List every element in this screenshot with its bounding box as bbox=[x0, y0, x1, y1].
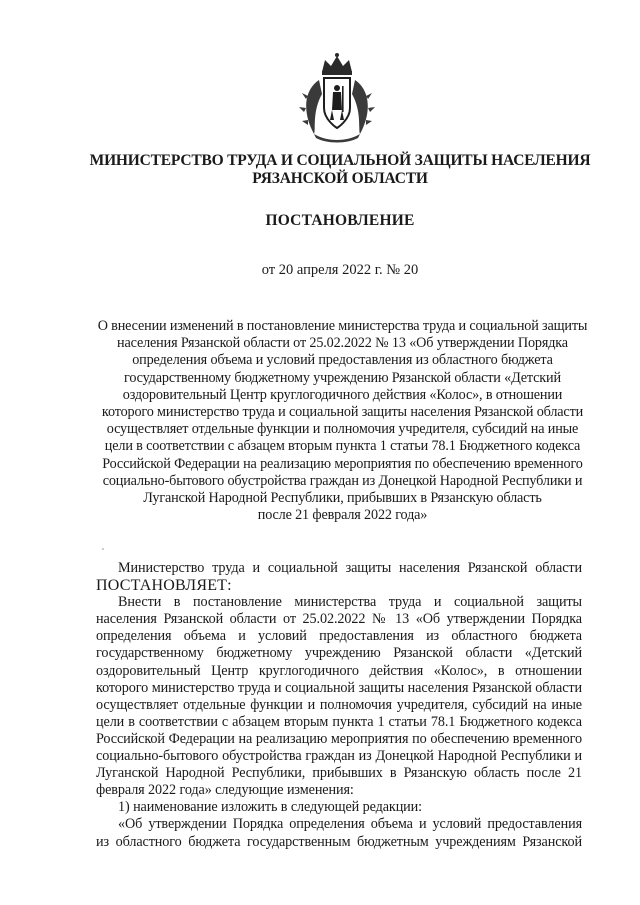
document-subject bbox=[96, 318, 589, 524]
quote-line: из областного бюджета государственным бюджетным учреждениям Рязанской bbox=[96, 833, 582, 850]
subject-line: цели в соответствии с абзацем вторым пункта 1 статьи 78.1 Бюджетного кодекса bbox=[104, 438, 581, 455]
paragraph-line: февраля 2022 года» следующие изменения: bbox=[96, 782, 354, 799]
paragraph-line: Внести в постановление министерства труда и социальной защиты bbox=[118, 594, 582, 611]
ryazan-coat-of-arms-icon bbox=[292, 50, 382, 146]
subject-line: государственному бюджетному учреждению Рязанской области «Детский bbox=[124, 369, 561, 386]
paragraph-line: Луганской Народной Республики, прибывших в Рязанскую область после 21 bbox=[96, 765, 582, 782]
document-body bbox=[96, 560, 582, 851]
ministry-title-line2: РЯЗАНСКОЙ ОБЛАСТИ bbox=[252, 170, 428, 187]
amendment-item-1: 1) наименование изложить в следующей редакции: bbox=[118, 799, 423, 816]
scan-speck bbox=[102, 548, 104, 550]
subject-line: оздоровительный Центр круглогодичного действия «Колос», в отношении bbox=[122, 386, 563, 403]
paragraph-line: Российской Федерации на реализацию мероприятия по обеспечению временного bbox=[96, 730, 582, 747]
ministry-title-line1: МИНИСТЕРСТВО ТРУДА И СОЦИАЛЬНОЙ ЗАЩИТЫ НАСЕЛЕНИЯ bbox=[89, 152, 591, 169]
paragraph-line: которого министерство труда и социальной защиты населения Рязанской области bbox=[96, 679, 582, 696]
paragraph-line: государственному бюджетному учреждению Рязанской области «Детский bbox=[96, 645, 582, 662]
subject-line: определения объема и условий предоставления из областного бюджета bbox=[132, 352, 553, 369]
paragraph-line: определения объема и условий предоставления из областного бюджета bbox=[96, 628, 582, 645]
subject-line: Российской Федерации на реализацию мероприятия по обеспечению временного bbox=[102, 455, 583, 472]
paragraph-line: осуществляет отдельные функции и полномочия учредителя, субсидий на иные bbox=[96, 696, 582, 713]
paragraph-line: социально-бытового обустройства граждан из Донецкой Народной Республики и bbox=[96, 748, 582, 765]
preamble-line: Министерство труда и социальной защиты населения Рязанской области bbox=[118, 560, 582, 576]
subject-line: которого министерство труда и социальной защиты населения Рязанской области bbox=[101, 404, 584, 421]
ministry-title bbox=[60, 152, 620, 188]
paragraph-line: населения Рязанской области от 25.02.2022 № 13 «Об утверждении Порядка bbox=[96, 611, 582, 628]
document-date-number: от 20 апреля 2022 г. № 20 bbox=[261, 262, 419, 278]
subject-line: Луганской Народной Республики, прибывших в Рязанскую область bbox=[143, 490, 542, 507]
quote-line: «Об утверждении Порядка определения объема и условий предоставления bbox=[118, 816, 582, 833]
decree-word: ПОСТАНОВЛЯЕТ: bbox=[96, 577, 232, 595]
subject-line: осуществляет отдельные функции и полномочия учредителя, субсидий на иные bbox=[106, 421, 579, 438]
subject-line: после 21 февраля 2022 года» bbox=[257, 507, 428, 524]
paragraph-line: оздоровительный Центр круглогодичного действия «Колос», в отношении bbox=[96, 662, 582, 679]
subject-line: О внесении изменений в постановление министерства труда и социальной защиты bbox=[97, 318, 588, 334]
paragraph-line: цели в соответствии с абзацем вторым пункта 1 статьи 78.1 Бюджетного кодекса bbox=[96, 713, 582, 730]
subject-line: социально-бытового обустройства граждан из Донецкой Народной Республики и bbox=[102, 472, 583, 489]
subject-line: населения Рязанской области от 25.02.2022 № 13 «Об утверждении Порядка bbox=[117, 335, 568, 352]
document-type-heading: ПОСТАНОВЛЕНИЕ bbox=[265, 212, 415, 229]
